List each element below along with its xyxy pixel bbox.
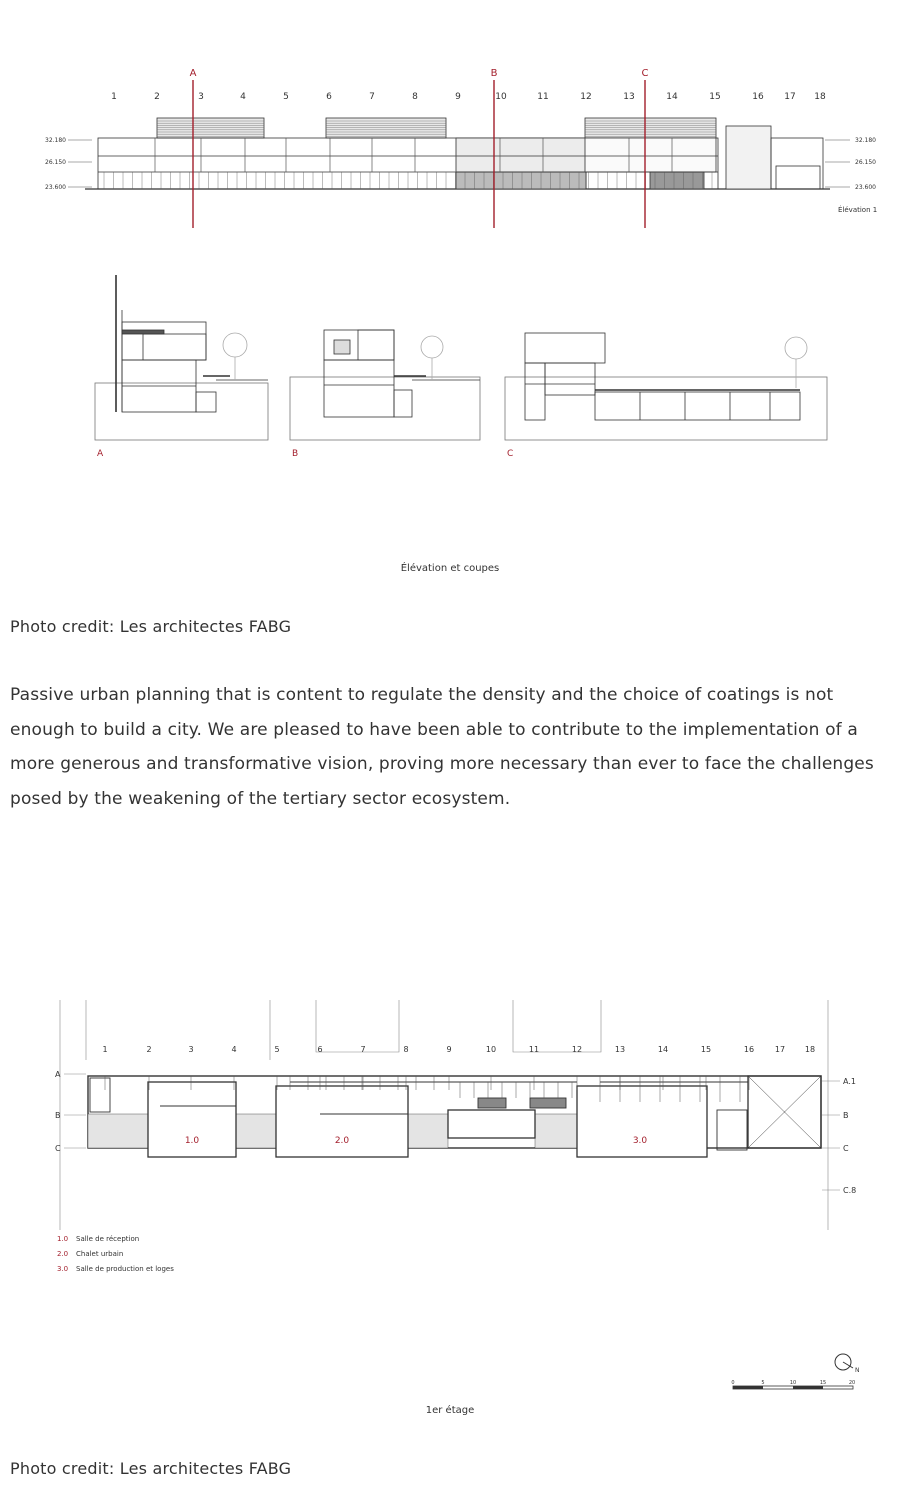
- row-label-a: A: [55, 1070, 61, 1079]
- plan-grid-label-9: 9: [446, 1045, 452, 1054]
- scale-tick-5: 5: [761, 1380, 765, 1386]
- north-arrow: [835, 1354, 860, 1374]
- level-right-2: 26.150: [855, 159, 876, 166]
- level-left-1: 32.180: [45, 137, 66, 144]
- level-left-2: 26.150: [45, 159, 66, 166]
- grid-label-8: 8: [412, 92, 418, 102]
- first-floor-plan-drawing: [0, 990, 900, 1425]
- section-marker-a: A: [189, 68, 197, 79]
- room-number-3: 3.0: [632, 1136, 648, 1146]
- grid-label-10: 10: [495, 92, 507, 102]
- room-number-1: 1.0: [184, 1136, 200, 1146]
- scale-tick-10: 10: [789, 1380, 797, 1386]
- legend-num-1: 1.0: [57, 1235, 69, 1243]
- room-number-2: 2.0: [334, 1136, 350, 1146]
- grid-label-5: 5: [283, 92, 289, 102]
- row-label-c8: C.8: [843, 1186, 857, 1195]
- plan-grid-label-5: 5: [274, 1045, 280, 1054]
- elevation-label: Élévation 1: [838, 206, 878, 214]
- grid-label-3: 3: [198, 92, 204, 102]
- row-label-b: B: [55, 1111, 61, 1120]
- section-label-b: B: [292, 449, 299, 459]
- grid-label-6: 6: [326, 92, 332, 102]
- level-right-1: 32.180: [855, 137, 876, 144]
- grid-label-1: 1: [111, 92, 117, 102]
- plan-grid-label-17: 17: [774, 1045, 786, 1054]
- grid-label-9: 9: [455, 92, 461, 102]
- photo-credit-1: Photo credit: Les architectes FABG: [10, 617, 292, 636]
- section-a-drawing: [95, 275, 268, 440]
- row-label-a1: A.1: [843, 1077, 856, 1086]
- grid-label-7: 7: [369, 92, 375, 102]
- grid-label-4: 4: [240, 92, 246, 102]
- legend-text-2: Chalet urbain: [76, 1250, 124, 1258]
- scale-tick-0: 0: [731, 1380, 735, 1386]
- figure1-caption: Élévation et coupes: [400, 563, 500, 574]
- grid-label-15: 15: [709, 92, 721, 102]
- grid-label-2: 2: [154, 92, 160, 102]
- plan-grid-label-15: 15: [700, 1045, 712, 1054]
- elevation-and-sections-drawing: [0, 40, 900, 585]
- plan-grid-label-13: 13: [614, 1045, 626, 1054]
- plan-grid-label-3: 3: [188, 1045, 194, 1054]
- plan-grid-label-8: 8: [403, 1045, 409, 1054]
- plan-grid-label-10: 10: [485, 1045, 497, 1054]
- section-marker-c: C: [641, 68, 649, 79]
- elevation-svg: [0, 40, 900, 585]
- grid-label-11: 11: [537, 92, 549, 102]
- row-label-c: C: [55, 1144, 61, 1153]
- level-right-3: 23.600: [855, 184, 876, 191]
- plan-grid-label-6: 6: [317, 1045, 323, 1054]
- grid-label-17: 17: [784, 92, 796, 102]
- plan-grid-label-18: 18: [804, 1045, 816, 1054]
- plan-grid-label-16: 16: [743, 1045, 755, 1054]
- section-label-a: A: [97, 449, 104, 459]
- plan-legend: [57, 1235, 174, 1273]
- plan-grid-label-7: 7: [360, 1045, 366, 1054]
- plan-grid-label-1: 1: [102, 1045, 108, 1054]
- plan-grid-label-4: 4: [231, 1045, 237, 1054]
- row-label-b-right: B: [843, 1111, 849, 1120]
- north-label: N: [855, 1367, 860, 1374]
- scale-bar: [731, 1380, 855, 1389]
- legend-num-2: 2.0: [57, 1250, 69, 1258]
- legend-text-1: Salle de réception: [76, 1235, 140, 1243]
- section-marker-b: B: [490, 68, 498, 79]
- plan-grid-label-12: 12: [571, 1045, 583, 1054]
- legend-text-3: Salle de production et loges: [76, 1265, 174, 1273]
- section-b-drawing: [290, 330, 480, 440]
- plan-grid-label-14: 14: [657, 1045, 669, 1054]
- row-label-c-right: C: [843, 1144, 849, 1153]
- scale-tick-15: 15: [819, 1380, 827, 1386]
- photo-credit-2: Photo credit: Les architectes FABG: [10, 1459, 292, 1478]
- floor-plan-svg: [0, 990, 900, 1425]
- grid-label-18: 18: [814, 92, 826, 102]
- grid-labels: [111, 92, 826, 102]
- figure2-caption: 1er étage: [425, 1405, 475, 1416]
- grid-label-14: 14: [666, 92, 678, 102]
- grid-label-16: 16: [752, 92, 764, 102]
- body-paragraph: Passive urban planning that is content to regulate the density and the choice of coatings is not enough to build a city. We are pleased to have been able to contribute to the implementation of a more generous and transformative vision, proving more necessary than ever to face the challenges posed by the weakening of the tertiary sector ecosystem.: [10, 685, 874, 809]
- section-c-drawing: [505, 333, 827, 440]
- elevation-building: [85, 118, 830, 189]
- plan-grid-label-2: 2: [146, 1045, 152, 1054]
- level-left-3: 23.600: [45, 184, 66, 191]
- section-label-c: C: [507, 449, 514, 459]
- legend-num-3: 3.0: [57, 1265, 69, 1273]
- plan-grid-label-11: 11: [528, 1045, 540, 1054]
- plan-grid-labels: [102, 1045, 815, 1054]
- scale-tick-20: 20: [848, 1380, 856, 1386]
- grid-label-12: 12: [580, 92, 592, 102]
- grid-label-13: 13: [623, 92, 635, 102]
